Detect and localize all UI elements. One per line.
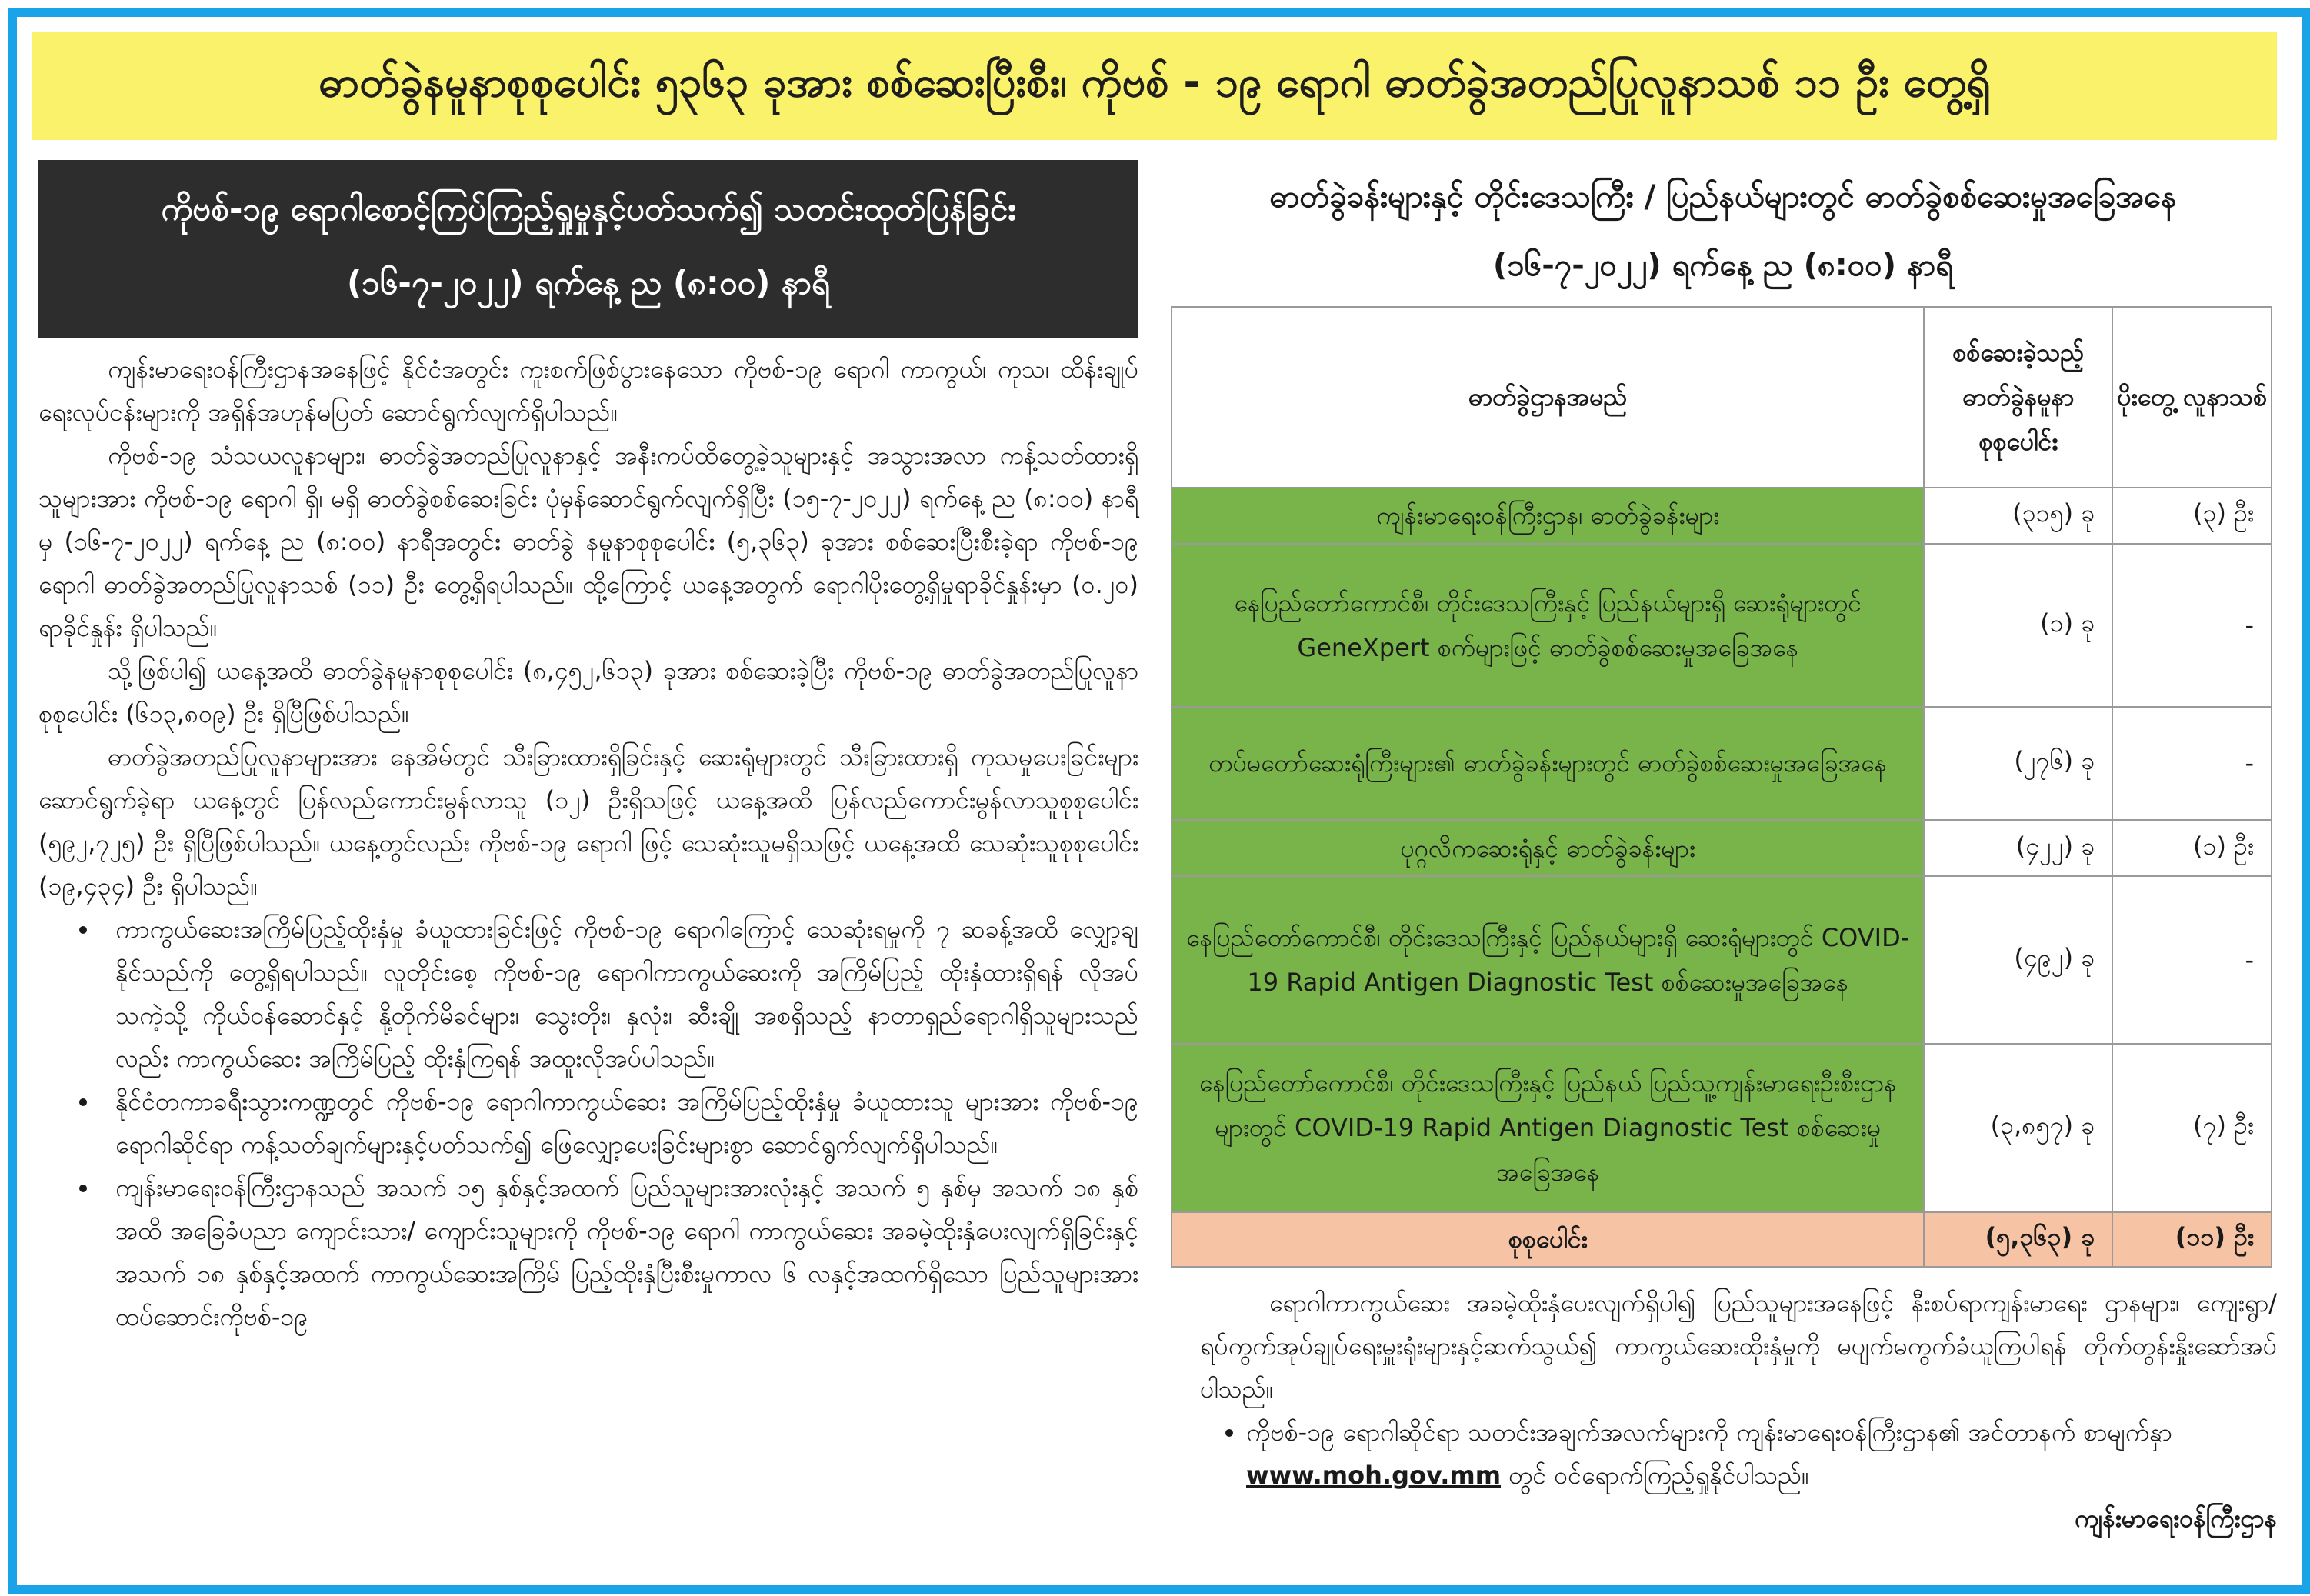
table-row (1172, 488, 2272, 544)
column-header-samples: စစ်ဆေးခဲ့သည့် ဓာတ်ခွဲနမူနာ စုစုပေါင်း (1924, 307, 2112, 488)
samples-cell: (၄၂၂) ခု (1924, 820, 2112, 876)
lab-name-cell: နေပြည်တော်ကောင်စီ၊ တိုင်းဒေသကြီးနှင့် ပြည်နယ်များရှိ ဆေးရုံများတွင် GeneXpert စက်များဖြင့် ဓာတ်ခွဲစစ်ဆေးမှုအခြေအနေ (1172, 544, 1924, 707)
positive-cell: (၇) ဦး (2112, 1044, 2272, 1211)
vaccination-notice (1200, 1281, 2277, 1558)
lab-name-cell: နေပြည်တော်ကောင်စီ၊ တိုင်းဒေသကြီးနှင့် ပြည်နယ် ပြည်သူ့ကျန်းမာရေးဦးစီးဌာနများတွင် COVID-19 Rapid Antigen Diagnostic Test စစ်ဆေးမှုအခြေအနေ (1172, 1044, 1924, 1211)
bullet-list (38, 908, 1138, 1338)
lab-status-header (1169, 165, 2277, 303)
positive-cell: (၁) ဦး (2112, 820, 2272, 876)
total-label-cell: စုစုပေါင်း (1172, 1212, 1924, 1267)
lab-status-date: (၁၆-၇-၂၀၂၂) ရက်နေ့ ည (၈:၀၀) နာရီ (1492, 248, 1954, 283)
table-row (1172, 1044, 2272, 1211)
bullet-item: • နိုင်ငံတကာခရီးသွားကဏ္ဍတွင် ကိုဗစ်-၁၉ ရောဂါကာကွယ်ဆေး အကြိမ်ပြည့်ထိုးနှံမှု ခံယူထားသူ များအား ကိုဗစ်-၁၉ ရောဂါဆိုင်ရာ ကန့်သတ်ချက်များနှင့်ပတ်သက်၍ ဖြေလျှော့ပေးခြင်းများစွာ ဆောင်ရွက်လျက်ရှိပါသည်။ (100, 1080, 1138, 1166)
table-total-row (1172, 1212, 2272, 1267)
paragraph: သို့ဖြစ်ပါ၍ ယနေ့အထိ ဓာတ်ခွဲနမူနာစုစုပေါင်း (၈,၄၅၂,၆၁၃) ခုအား စစ်ဆေးခဲ့ပြီး ကိုဗစ်-၁၉ ဓာတ်ခွဲအတည်ပြုလူနာစုစုပေါင်း (၆၁၃,၈၀၉) ဦး ရှိပြီဖြစ်ပါသည်။ (38, 656, 1138, 728)
headline-banner (32, 32, 2277, 140)
moh-website-link[interactable]: www.moh.gov.mm (1246, 1461, 1502, 1490)
signature: ကျန်းမာရေးဝန်ကြီးဌာန (2074, 1504, 2277, 1533)
paragraph: ဓာတ်ခွဲအတည်ပြုလူနာများအား နေအိမ်တွင် သီးခြားထားရှိခြင်းနှင့် ဆေးရုံများတွင် သီးခြားထားရှိ ကုသမှုပေးခြင်းများဆောင်ရွက်ခဲ့ရာ ယနေ့တွင် ပြန်လည်ကောင်းမွန်လာသူ (၁၂) ဦးရှိသဖြင့် ယနေ့အထိ ပြန်လည်ကောင်းမွန်လာသူစုစုပေါင်း (၅၉၂,၇၂၅) ဦး ရှိပြီဖြစ်ပါသည်။ ယနေ့တွင်လည်း ကိုဗစ်-၁၉ ရောဂါ ဖြင့် သေဆုံးသူမရှိသဖြင့် ယနေ့အထိ သေဆုံးသူစုစုပေါင်း (၁၉,၄၃၄) ဦး ရှိပါသည်။ (38, 742, 1138, 901)
notice-bullet-suffix: တွင် ဝင်ရောက်ကြည့်ရှုနိုင်ပါသည်။ (1508, 1461, 1809, 1490)
lab-testing-table (1171, 306, 2272, 1268)
headline-text: ဓာတ်ခွဲနမူနာစုစုပေါင်း ၅၃၆၃ ခုအား စစ်ဆေးပြီးစီး၊ ကိုဗစ် - ၁၉ ရောဂါ ဓာတ်ခွဲအတည်ပြုလူနာသစ် ၁၁ ဦး တွေ့ရှိ (318, 57, 1991, 106)
positive-cell: - (2112, 544, 2272, 707)
table-row (1172, 820, 2272, 876)
notice-bullet-text: ကိုဗစ်-၁၉ ရောဂါဆိုင်ရာ သတင်းအချက်အလက်များကို ကျန်းမာရေးဝန်ကြီးဌာန၏ အင်တာနက် စာမျက်နှာ (1246, 1418, 2172, 1447)
table-row (1172, 876, 2272, 1044)
press-release-title: ကိုဗစ်-၁၉ ရောဂါစောင့်ကြပ်ကြည့်ရှုမှုနှင့်ပတ်သက်၍ သတင်းထုတ်ပြန်ခြင်း (161, 190, 1016, 228)
lab-status-title: ဓာတ်ခွဲခန်းများနှင့် တိုင်းဒေသကြီး / ပြည်နယ်များတွင် ဓာတ်ခွဲစစ်ဆေးမှုအခြေအနေ (1269, 179, 2177, 215)
total-samples-cell: (၅,၃၆၃) ခု (1924, 1212, 2112, 1267)
lab-name-cell: နေပြည်တော်ကောင်စီ၊ တိုင်းဒေသကြီးနှင့် ပြည်နယ်များရှိ ဆေးရုံများတွင် COVID-19 Rapid Antigen Diagnostic Test စစ်ဆေးမှုအခြေအနေ (1172, 876, 1924, 1044)
press-release-header (38, 160, 1138, 338)
notice-bullet (1246, 1411, 2277, 1497)
lab-name-cell: ပုဂ္ဂလိကဆေးရုံနှင့် ဓာတ်ခွဲခန်းများ (1172, 820, 1924, 876)
column-header-positive: ပိုးတွေ့ လူနာသစ် (2112, 307, 2272, 488)
positive-cell: - (2112, 707, 2272, 820)
samples-cell: (၃၁၅) ခု (1924, 488, 2112, 544)
samples-cell: (၁) ခု (1924, 544, 2112, 707)
total-positive-cell: (၁၁) ဦး (2112, 1212, 2272, 1267)
notice-bullets (1200, 1411, 2277, 1497)
samples-cell: (၂၇၆) ခု (1924, 707, 2112, 820)
table-row (1172, 707, 2272, 820)
paragraph: ကိုဗစ်-၁၉ သံသယလူနာများ၊ ဓာတ်ခွဲအတည်ပြုလူနာနှင့် အနီးကပ်ထိတွေ့ခဲ့သူများနှင့် အသွားအလာ ကန့်သတ်ထားရှိသူများအား ကိုဗစ်-၁၉ ရောဂါ ရှိ၊ မရှိ ဓာတ်ခွဲစစ်ဆေးခြင်း ပုံမှန်ဆောင်ရွက်လျက်ရှိပြီး (၁၅-၇-၂၀၂၂) ရက်နေ့ ည (၈:၀၀) နာရီမှ (၁၆-၇-၂၀၂၂) ရက်နေ့ ည (၈:၀၀) နာရီအတွင်း ဓာတ်ခွဲ နမူနာစုစုပေါင်း (၅,၃၆၃) ခုအား စစ်ဆေးပြီးစီးခဲ့ရာ ကိုဗစ်-၁၉ ရောဂါ ဓာတ်ခွဲအတည်ပြုလူနာသစ် (၁၁) ဦး တွေ့ရှိရပါသည်။ ထို့ကြောင့် ယနေ့အတွက် ရောဂါပိုးတွေ့ရှိမှုရာခိုင်နှုန်းမှာ (၀.၂၀) ရာခိုင်နှုန်း ရှိပါသည်။ (38, 441, 1139, 642)
positive-cell: - (2112, 876, 2272, 1044)
samples-cell: (၄၉၂) ခု (1924, 876, 2112, 1044)
lab-name-cell: တပ်မတော်ဆေးရုံကြီးများ၏ ဓာတ်ခွဲခန်းများတွင် ဓာတ်ခွဲစစ်ဆေးမှုအခြေအနေ (1172, 707, 1924, 820)
table-row (1172, 544, 2272, 707)
bullet-item: • ကျန်းမာရေးဝန်ကြီးဌာနသည် အသက် ၁၅ နှစ်နှင့်အထက် ပြည်သူများအားလုံးနှင့် အသက် ၅ နှစ်မှ အသက် ၁၈ နှစ်အထိ အခြေခံပညာ ကျောင်းသား/ ကျောင်းသူများကို ကိုဗစ်-၁၉ ရောဂါ ကာကွယ်ဆေး အခမဲ့ထိုးနှံပေးလျက်ရှိခြင်းနှင့် အသက် ၁၈ နှစ်နှင့်အထက် ကာကွယ်ဆေးအကြိမ် ပြည့်ထိုးနှံပြီးစီးမှုကာလ ၆ လနှင့်အထက်ရှိသော ပြည်သူများအား ထပ်ဆောင်းကိုဗစ်-၁၉ (100, 1166, 1138, 1338)
samples-cell: (၃,၈၅၇) ခု (1924, 1044, 2112, 1211)
lab-name-cell: ကျန်းမာရေးဝန်ကြီးဌာန၊ ဓာတ်ခွဲခန်းများ (1172, 488, 1924, 544)
column-header-lab: ဓာတ်ခွဲဌာနအမည် (1172, 307, 1924, 488)
notice-paragraph: ရောဂါကာကွယ်ဆေး အခမဲ့ထိုးနှံပေးလျက်ရှိပါ၍ ပြည်သူများအနေဖြင့် နီးစပ်ရာကျန်းမာရေး ဌာနများ၊ ကျေးရွာ/ ရပ်ကွက်အုပ်ချုပ်ရေးမှူးရုံးများနှင့်ဆက်သွယ်၍ ကာကွယ်ဆေးထိုးနှံမှုကို မပျက်မကွက်ခံယူကြပါရန် တိုက်တွန်းနှိုးဆော်အပ်ပါသည်။ (1200, 1288, 2277, 1404)
press-release-body (38, 348, 1138, 1571)
press-release-date: (၁၆-၇-၂၀၂၂) ရက်နေ့ ည (၈:၀၀) နာရီ (346, 264, 831, 302)
table-header-row (1172, 307, 2272, 488)
positive-cell: (၃) ဦး (2112, 488, 2272, 544)
bullet-item: • ကာကွယ်ဆေးအကြိမ်ပြည့်ထိုးနှံမှု ခံယူထားခြင်းဖြင့် ကိုဗစ်-၁၉ ရောဂါကြောင့် သေဆုံးရမှုကို ၇ ဆခန့်အထိ လျှော့ချနိုင်သည်ကို တွေ့ရှိရပါသည်။ လူတိုင်းစေ့ ကိုဗစ်-၁၉ ရောဂါကာကွယ်ဆေးကို အကြိမ်ပြည့် ထိုးနှံထားရှိရန် လိုအပ်သကဲ့သို့ ကိုယ်ဝန်ဆောင်နှင့် နို့တိုက်မိခင်များ၊ သွေးတိုး၊ နှလုံး၊ ဆီးချို အစရှိသည့် နာတာရှည်ရောဂါရှိသူများသည်လည်း ကာကွယ်ဆေး အကြိမ်ပြည့် ထိုးနှံကြရန် အထူးလိုအပ်ပါသည်။ (100, 908, 1138, 1080)
paragraph: ကျန်းမာရေးဝန်ကြီးဌာနအနေဖြင့် နိုင်ငံအတွင်း ကူးစက်ဖြစ်ပွားနေသော ကိုဗစ်-၁၉ ရောဂါ ကာကွယ်၊ ကုသ၊ ထိန်းချုပ်ရေးလုပ်ငန်းများကို အရှိန်အဟုန်မပြတ် ဆောင်ရွက်လျက်ရှိပါသည်။ (38, 355, 1138, 427)
